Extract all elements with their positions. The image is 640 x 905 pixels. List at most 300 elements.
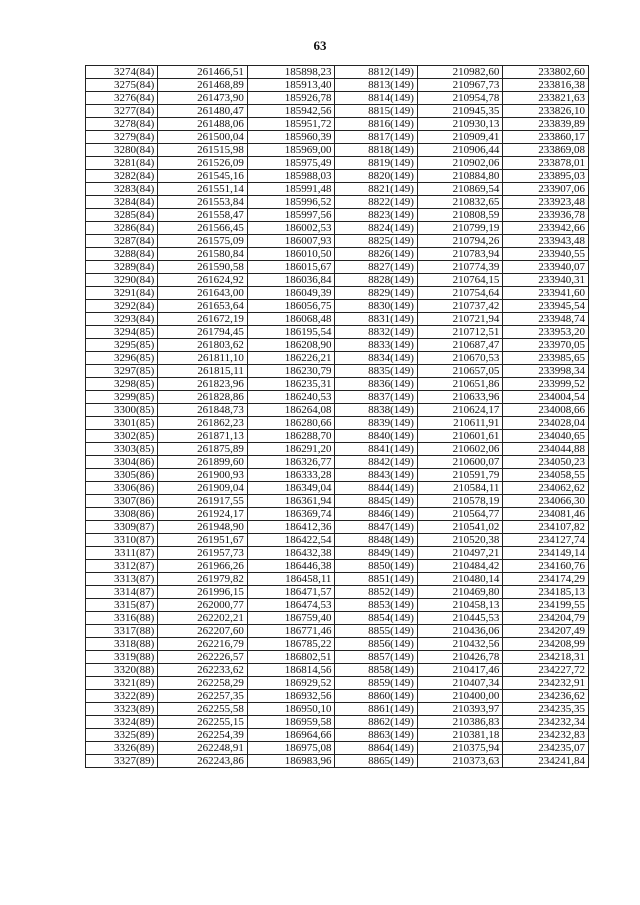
table-cell: 261624,92 [158, 274, 248, 287]
table-cell: 261653,64 [158, 300, 248, 313]
table-cell: 3310(87) [86, 534, 158, 547]
table-cell: 262255,15 [158, 716, 248, 729]
table-cell: 8833(149) [335, 339, 417, 352]
table-row [86, 547, 589, 560]
table-cell: 233998,34 [503, 365, 589, 378]
table-cell: 8819(149) [335, 157, 417, 170]
table-cell: 3276(84) [86, 92, 158, 105]
table-cell: 8839(149) [335, 417, 417, 430]
table-cell: 234199,55 [503, 599, 589, 612]
table-cell: 210687,47 [417, 339, 503, 352]
table-cell: 3279(84) [86, 131, 158, 144]
table-cell: 210436,06 [417, 625, 503, 638]
table-cell: 210432,56 [417, 638, 503, 651]
table-cell: 186814,56 [247, 664, 335, 677]
table-cell: 186771,46 [247, 625, 335, 638]
table-cell: 261553,84 [158, 196, 248, 209]
table-cell: 234058,55 [503, 469, 589, 482]
table-cell: 233860,17 [503, 131, 589, 144]
table-row [86, 378, 589, 391]
table-cell: 3286(84) [86, 222, 158, 235]
table-cell: 8841(149) [335, 443, 417, 456]
table-cell: 210721,94 [417, 313, 503, 326]
table-cell: 8857(149) [335, 651, 417, 664]
table-cell: 185996,52 [247, 196, 335, 209]
page-number: 63 [313, 38, 327, 53]
table-cell: 186432,38 [247, 547, 335, 560]
table-cell: 210407,34 [417, 677, 503, 690]
table-cell: 234149,14 [503, 547, 589, 560]
table-cell: 185997,56 [247, 209, 335, 222]
table-cell: 262202,21 [158, 612, 248, 625]
table-cell: 261848,73 [158, 404, 248, 417]
table-cell: 186226,21 [247, 352, 335, 365]
table-cell: 8860(149) [335, 690, 417, 703]
table-cell: 8836(149) [335, 378, 417, 391]
table-cell: 3307(86) [86, 495, 158, 508]
table-cell: 233802,60 [503, 66, 589, 79]
table-cell: 233985,65 [503, 352, 589, 365]
table-cell: 261979,82 [158, 573, 248, 586]
table-cell: 186975,08 [247, 742, 335, 755]
table-cell: 262248,91 [158, 742, 248, 755]
table-cell: 8858(149) [335, 664, 417, 677]
table-cell: 210520,38 [417, 534, 503, 547]
table-cell: 210373,63 [417, 755, 503, 768]
table-cell: 233895,03 [503, 170, 589, 183]
table-cell: 186208,90 [247, 339, 335, 352]
table-cell: 3275(84) [86, 79, 158, 92]
table-cell: 186964,66 [247, 729, 335, 742]
table-cell: 186291,20 [247, 443, 335, 456]
table-cell: 234235,07 [503, 742, 589, 755]
table-cell: 233878,01 [503, 157, 589, 170]
table-cell: 210417,46 [417, 664, 503, 677]
table-cell: 8849(149) [335, 547, 417, 560]
table-cell: 8817(149) [335, 131, 417, 144]
table-cell: 210783,94 [417, 248, 503, 261]
table-cell: 186333,28 [247, 469, 335, 482]
table-cell: 3311(87) [86, 547, 158, 560]
table-cell: 210902,06 [417, 157, 503, 170]
table-cell: 261828,86 [158, 391, 248, 404]
table-cell: 8822(149) [335, 196, 417, 209]
table-cell: 8825(149) [335, 235, 417, 248]
table-row [86, 482, 589, 495]
table-row [86, 664, 589, 677]
coordinates-table [85, 65, 589, 768]
table-cell: 261643,00 [158, 287, 248, 300]
table-cell: 8828(149) [335, 274, 417, 287]
table-cell: 233839,89 [503, 118, 589, 131]
table-cell: 262207,60 [158, 625, 248, 638]
table-row [86, 183, 589, 196]
table-cell: 8850(149) [335, 560, 417, 573]
table-cell: 234185,13 [503, 586, 589, 599]
table-row [86, 170, 589, 183]
table-cell: 233940,07 [503, 261, 589, 274]
table-cell: 261924,17 [158, 508, 248, 521]
table-cell: 210737,42 [417, 300, 503, 313]
table-cell: 210982,60 [417, 66, 503, 79]
table-cell: 210657,05 [417, 365, 503, 378]
table-cell: 234207,49 [503, 625, 589, 638]
table-cell: 3278(84) [86, 118, 158, 131]
table-cell: 210600,07 [417, 456, 503, 469]
table-cell: 8840(149) [335, 430, 417, 443]
table-cell: 210541,02 [417, 521, 503, 534]
table-cell: 234050,23 [503, 456, 589, 469]
table-cell: 261871,13 [158, 430, 248, 443]
table-cell: 261558,47 [158, 209, 248, 222]
table-cell: 3288(84) [86, 248, 158, 261]
table-cell: 210445,53 [417, 612, 503, 625]
table-cell: 210624,17 [417, 404, 503, 417]
table-cell: 3309(87) [86, 521, 158, 534]
table-cell: 3299(85) [86, 391, 158, 404]
table-cell: 261575,09 [158, 235, 248, 248]
table-cell: 186422,54 [247, 534, 335, 547]
table-cell: 8851(149) [335, 573, 417, 586]
table-cell: 8846(149) [335, 508, 417, 521]
table-cell: 210930,13 [417, 118, 503, 131]
table-cell: 3289(84) [86, 261, 158, 274]
table-cell: 185969,00 [247, 144, 335, 157]
table-cell: 233940,31 [503, 274, 589, 287]
table-cell: 261590,58 [158, 261, 248, 274]
table-cell: 234204,79 [503, 612, 589, 625]
table-cell: 3324(89) [86, 716, 158, 729]
table-cell: 261500,04 [158, 131, 248, 144]
table-row [86, 144, 589, 157]
table-cell: 3327(89) [86, 755, 158, 768]
table-cell: 186950,10 [247, 703, 335, 716]
table-cell: 8830(149) [335, 300, 417, 313]
table-cell: 3293(84) [86, 313, 158, 326]
table-cell: 3306(86) [86, 482, 158, 495]
table-cell: 210909,41 [417, 131, 503, 144]
table-cell: 234127,74 [503, 534, 589, 547]
table-cell: 3325(89) [86, 729, 158, 742]
table-cell: 8854(149) [335, 612, 417, 625]
table-cell: 3285(84) [86, 209, 158, 222]
table-cell: 3318(88) [86, 638, 158, 651]
table-cell: 210381,18 [417, 729, 503, 742]
table-cell: 210651,86 [417, 378, 503, 391]
table-cell: 3314(87) [86, 586, 158, 599]
table-row [86, 651, 589, 664]
table-cell: 8813(149) [335, 79, 417, 92]
table-cell: 186326,77 [247, 456, 335, 469]
table-row [86, 287, 589, 300]
table-cell: 185975,49 [247, 157, 335, 170]
table-cell: 261545,16 [158, 170, 248, 183]
table-cell: 234107,82 [503, 521, 589, 534]
table-row [86, 196, 589, 209]
table-cell: 210375,94 [417, 742, 503, 755]
table-cell: 8848(149) [335, 534, 417, 547]
table-cell: 8824(149) [335, 222, 417, 235]
table-row [86, 391, 589, 404]
table-cell: 261966,26 [158, 560, 248, 573]
coordinates-table-body [86, 66, 589, 768]
table-cell: 234066,30 [503, 495, 589, 508]
table-cell: 234044,88 [503, 443, 589, 456]
table-row [86, 612, 589, 625]
table-cell: 185942,56 [247, 105, 335, 118]
table-row [86, 352, 589, 365]
table-cell: 210906,44 [417, 144, 503, 157]
table-cell: 3282(84) [86, 170, 158, 183]
table-row [86, 573, 589, 586]
table-cell: 210591,79 [417, 469, 503, 482]
table-cell: 262255,58 [158, 703, 248, 716]
table-cell: 261899,60 [158, 456, 248, 469]
table-cell: 8843(149) [335, 469, 417, 482]
table-cell: 186235,31 [247, 378, 335, 391]
table-cell: 234241,84 [503, 755, 589, 768]
table-cell: 210869,54 [417, 183, 503, 196]
table-cell: 3326(89) [86, 742, 158, 755]
table-cell: 186230,79 [247, 365, 335, 378]
table-cell: 210393,97 [417, 703, 503, 716]
table-cell: 233869,08 [503, 144, 589, 157]
table-cell: 210480,14 [417, 573, 503, 586]
table-cell: 3294(85) [86, 326, 158, 339]
table-cell: 262258,29 [158, 677, 248, 690]
table-row [86, 248, 589, 261]
table-cell: 3320(88) [86, 664, 158, 677]
table-cell: 3308(86) [86, 508, 158, 521]
table-cell: 233821,63 [503, 92, 589, 105]
table-cell: 186412,36 [247, 521, 335, 534]
table-cell: 210808,59 [417, 209, 503, 222]
table-cell: 261566,45 [158, 222, 248, 235]
table-cell: 262000,77 [158, 599, 248, 612]
table-cell: 210794,26 [417, 235, 503, 248]
table-row [86, 404, 589, 417]
table-cell: 185898,23 [247, 66, 335, 79]
table-cell: 186983,96 [247, 755, 335, 768]
table-cell: 233970,05 [503, 339, 589, 352]
table-row [86, 131, 589, 144]
table-cell: 261803,62 [158, 339, 248, 352]
table-cell: 186280,66 [247, 417, 335, 430]
table-cell: 186785,22 [247, 638, 335, 651]
table-cell: 261875,89 [158, 443, 248, 456]
table-cell: 3292(84) [86, 300, 158, 313]
table-cell: 8816(149) [335, 118, 417, 131]
table-cell: 3322(89) [86, 690, 158, 703]
table-cell: 261466,51 [158, 66, 248, 79]
table-cell: 8844(149) [335, 482, 417, 495]
table-cell: 186010,50 [247, 248, 335, 261]
table-cell: 210400,00 [417, 690, 503, 703]
table-cell: 261551,14 [158, 183, 248, 196]
table-cell: 261909,04 [158, 482, 248, 495]
table-row [86, 638, 589, 651]
table-cell: 186349,04 [247, 482, 335, 495]
table-cell: 210484,42 [417, 560, 503, 573]
table-cell: 3313(87) [86, 573, 158, 586]
table-cell: 185991,48 [247, 183, 335, 196]
table-cell: 8818(149) [335, 144, 417, 157]
table-cell: 234160,76 [503, 560, 589, 573]
table-cell: 262243,86 [158, 755, 248, 768]
table-cell: 185951,72 [247, 118, 335, 131]
table-row [86, 495, 589, 508]
table-cell: 186015,67 [247, 261, 335, 274]
table-cell: 8837(149) [335, 391, 417, 404]
table-cell: 3284(84) [86, 196, 158, 209]
table-row [86, 534, 589, 547]
table-cell: 210497,21 [417, 547, 503, 560]
table-row [86, 560, 589, 573]
table-row [86, 599, 589, 612]
table-cell: 261468,89 [158, 79, 248, 92]
table-cell: 261823,96 [158, 378, 248, 391]
table-cell: 3321(89) [86, 677, 158, 690]
table-cell: 8863(149) [335, 729, 417, 742]
table-cell: 8859(149) [335, 677, 417, 690]
table-cell: 8826(149) [335, 248, 417, 261]
table-cell: 234174,29 [503, 573, 589, 586]
table-cell: 261794,45 [158, 326, 248, 339]
table-cell: 234004,54 [503, 391, 589, 404]
table-cell: 233945,54 [503, 300, 589, 313]
table-cell: 233907,06 [503, 183, 589, 196]
table-cell: 8865(149) [335, 755, 417, 768]
table-cell: 3298(85) [86, 378, 158, 391]
table-cell: 234232,83 [503, 729, 589, 742]
table-cell: 186369,74 [247, 508, 335, 521]
table-cell: 186471,57 [247, 586, 335, 599]
table-cell: 210967,73 [417, 79, 503, 92]
table-cell: 261580,84 [158, 248, 248, 261]
table-cell: 3304(86) [86, 456, 158, 469]
table-cell: 210754,64 [417, 287, 503, 300]
table-row [86, 274, 589, 287]
table-cell: 234232,91 [503, 677, 589, 690]
table-row [86, 209, 589, 222]
table-cell: 3305(86) [86, 469, 158, 482]
table-cell: 261515,98 [158, 144, 248, 157]
table-cell: 234218,31 [503, 651, 589, 664]
table-row [86, 118, 589, 131]
table-row [86, 625, 589, 638]
table-row [86, 742, 589, 755]
table-cell: 186932,56 [247, 690, 335, 703]
table-row [86, 157, 589, 170]
table-cell: 186195,54 [247, 326, 335, 339]
table-row [86, 261, 589, 274]
table-cell: 210584,11 [417, 482, 503, 495]
table-cell: 8853(149) [335, 599, 417, 612]
table-row [86, 313, 589, 326]
table-cell: 261917,55 [158, 495, 248, 508]
table-cell: 8855(149) [335, 625, 417, 638]
table-row [86, 92, 589, 105]
table-row [86, 677, 589, 690]
table-row [86, 222, 589, 235]
table-row [86, 79, 589, 92]
table-cell: 186759,40 [247, 612, 335, 625]
table-row [86, 66, 589, 79]
table-cell: 233826,10 [503, 105, 589, 118]
table-cell: 3316(88) [86, 612, 158, 625]
table-cell: 8864(149) [335, 742, 417, 755]
table-cell: 3303(85) [86, 443, 158, 456]
table-cell: 261526,09 [158, 157, 248, 170]
table-cell: 3301(85) [86, 417, 158, 430]
table-cell: 210670,53 [417, 352, 503, 365]
table-row [86, 508, 589, 521]
table-cell: 210832,65 [417, 196, 503, 209]
table-cell: 262254,39 [158, 729, 248, 742]
table-cell: 185926,78 [247, 92, 335, 105]
table-cell: 262226,57 [158, 651, 248, 664]
table-cell: 3277(84) [86, 105, 158, 118]
table-cell: 261480,47 [158, 105, 248, 118]
table-cell: 210426,78 [417, 651, 503, 664]
table-cell: 210954,78 [417, 92, 503, 105]
table-cell: 3319(88) [86, 651, 158, 664]
table-cell: 8835(149) [335, 365, 417, 378]
table-cell: 210469,80 [417, 586, 503, 599]
table-cell: 210602,06 [417, 443, 503, 456]
table-row [86, 729, 589, 742]
table-cell: 186007,93 [247, 235, 335, 248]
table-cell: 210458,13 [417, 599, 503, 612]
table-cell: 233948,74 [503, 313, 589, 326]
table-cell: 8829(149) [335, 287, 417, 300]
table-cell: 185913,40 [247, 79, 335, 92]
table-cell: 210945,35 [417, 105, 503, 118]
table-cell: 261811,10 [158, 352, 248, 365]
table-cell: 261957,73 [158, 547, 248, 560]
table-cell: 3315(87) [86, 599, 158, 612]
table-cell: 262216,79 [158, 638, 248, 651]
table-row [86, 716, 589, 729]
table-cell: 233999,52 [503, 378, 589, 391]
table-cell: 8832(149) [335, 326, 417, 339]
table-row [86, 521, 589, 534]
table-cell: 186929,52 [247, 677, 335, 690]
table-cell: 185960,39 [247, 131, 335, 144]
table-cell: 186288,70 [247, 430, 335, 443]
table-cell: 8856(149) [335, 638, 417, 651]
table-cell: 186959,58 [247, 716, 335, 729]
table-cell: 233923,48 [503, 196, 589, 209]
table-cell: 210578,19 [417, 495, 503, 508]
table-cell: 234235,35 [503, 703, 589, 716]
table-row [86, 417, 589, 430]
table-cell: 8834(149) [335, 352, 417, 365]
table-cell: 186240,53 [247, 391, 335, 404]
table-cell: 3300(85) [86, 404, 158, 417]
table-cell: 8842(149) [335, 456, 417, 469]
table-row [86, 586, 589, 599]
table-cell: 185988,03 [247, 170, 335, 183]
table-cell: 210799,19 [417, 222, 503, 235]
table-cell: 210712,51 [417, 326, 503, 339]
table-cell: 261672,19 [158, 313, 248, 326]
table-cell: 8821(149) [335, 183, 417, 196]
table-cell: 186361,94 [247, 495, 335, 508]
table-cell: 234227,72 [503, 664, 589, 677]
table-row [86, 326, 589, 339]
table-cell: 3283(84) [86, 183, 158, 196]
